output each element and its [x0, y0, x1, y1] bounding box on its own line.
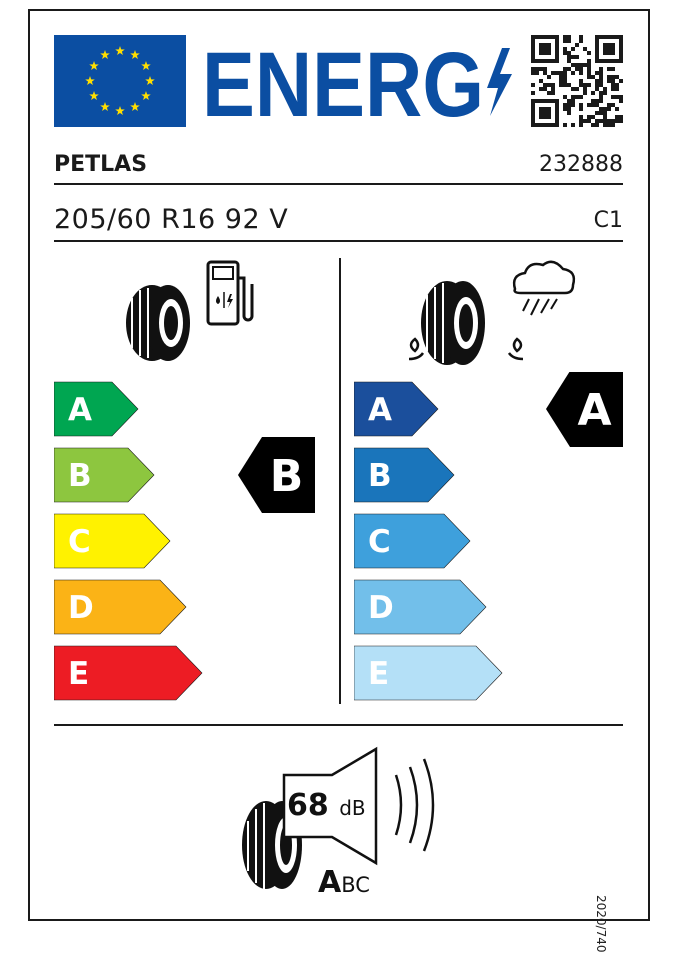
- rating-bar-a: [54, 382, 138, 436]
- rating-indicator-letter: B: [269, 451, 304, 502]
- noise-class-others: BC: [341, 873, 370, 897]
- rating-bar-a: [354, 382, 438, 436]
- rating-bar-label: C: [68, 524, 91, 560]
- tyre-rain-cloud-icon: [405, 255, 580, 373]
- divider: [54, 724, 623, 726]
- rating-bar-label: E: [68, 656, 90, 692]
- lightning-bolt-icon: [487, 48, 512, 116]
- wet-grip-scale: [354, 372, 626, 710]
- rating-bar-label: B: [68, 458, 92, 494]
- supplier-name: PETLAS: [54, 152, 148, 177]
- noise-value: [287, 788, 366, 823]
- column-divider: [339, 258, 341, 704]
- qr-code-icon: [531, 35, 623, 127]
- rating-indicator-letter: A: [577, 385, 612, 436]
- tyre-fuel-pump-icon: [118, 258, 258, 368]
- noise-class: [318, 865, 370, 900]
- divider: [54, 240, 623, 242]
- rating-bar-label: B: [368, 458, 392, 494]
- energy-title: [200, 30, 522, 134]
- rating-bar-label: E: [368, 656, 390, 692]
- regulation-number: 2020/740: [594, 895, 608, 953]
- noise-db-value: 68: [287, 788, 329, 823]
- article-id: 232888: [539, 152, 623, 177]
- rating-bar-label: D: [68, 590, 94, 626]
- rating-bar-label: D: [368, 590, 394, 626]
- tyre-size: 205/60 R16 92 V: [54, 204, 289, 235]
- fuel-efficiency-scale: [54, 380, 324, 710]
- energy-title-text: ENERG: [202, 34, 484, 130]
- tyre-class: C1: [593, 208, 623, 233]
- noise-db-unit: dB: [339, 796, 366, 820]
- eu-flag-icon: [54, 35, 186, 127]
- rating-bar-label: A: [68, 392, 92, 428]
- noise-class-active: A: [318, 865, 342, 900]
- rating-bar-label: C: [368, 524, 391, 560]
- divider: [54, 183, 623, 185]
- rating-bar-label: A: [368, 392, 392, 428]
